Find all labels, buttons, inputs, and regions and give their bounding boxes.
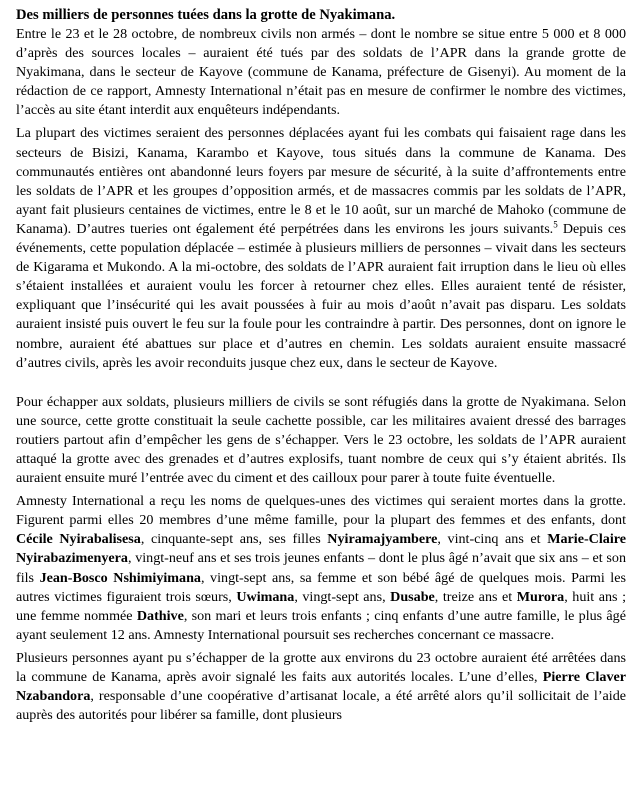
text-run: , son mari et leurs trois enfants ; cinq enfants d’une autre famille, le plus âgé ayant seulement 12 ans. Amnesty International poursuit ses recherches concernant ce massacre. <box>16 607 626 643</box>
section-heading: Des milliers de personnes tuées dans la grotte de Nyakimana. <box>16 7 396 23</box>
paragraph-1: Entre le 23 et le 28 octobre, de nombreux civils non armés – dont le nombre se situe entre 5 000 et 8 000 d’après des sources locales – auraient été tués par des soldats de l’APR dans la grande grotte de Nyakimana, dans le secteur de Kayove (commune de Kanama, préfecture de Gisenyi). Au moment de la rédaction de ce rapport, Amnesty International n’était pas en mesure de confirmer le nombre des victimes, l’accès au site étant interdit aux enquêteurs indépendants. <box>16 26 626 119</box>
victim-name: Murora <box>516 588 565 605</box>
paragraph-2-text-a: La plupart des victimes seraient des personnes déplacées ayant fui les combats qui faisaient rage dans les secteurs de Bisizi, Kanama, Karambo et Kayove, tous situés dans la commune de Kanama. Des communautés entières ont abandonné leurs foyers par mesure de sécurité, à la suite d’affrontements entre les soldats de l’APR et les groupes d’opposition armés, et de massacres commis par les soldats de l’APR, ayant fait plusieurs centaines de victimes, entre le 8 et le 10 août, sur un marché de Mahoko (commune de Kanama). D’autres tueries ont également été perpétrées dans les environs les jours suivants. <box>16 125 626 237</box>
victim-name: Uwimana <box>236 588 295 605</box>
victim-name: Jean-Bosco Nshimiyimana <box>39 569 201 586</box>
text-run: Amnesty International a reçu les noms de quelques-unes des victimes qui seraient mortes dans la grotte. Figurent parmi elles 20 membres d’une même famille, pour la plupart des femmes et des enfants, dont <box>16 493 626 529</box>
victim-name: Dusabe <box>390 588 435 605</box>
victim-name: Nyiramajyambere <box>327 531 438 548</box>
text-run: , responsable d’une coopérative d’artisanat locale, a été arrêté alors qu’il sollicitait de l’aide auprès des autorités pour libérer sa famille, dont plusieurs <box>16 688 626 724</box>
victim-name: Dathive <box>136 607 184 624</box>
victim-name: Marie-Claire Nyirabazimenyera <box>16 531 626 567</box>
victim-name: Cécile Nyirabalisesa <box>16 531 141 548</box>
paragraph-2-text-b: Depuis ces événements, cette population déplacée – estimée à plusieurs milliers de personnes – vivait dans les secteurs de Kigarama et Mukondo. A la mi-octobre, des soldats de l’APR auraient fait irruption dans le lieu où elles s’étaient installées et auraient voulu les forcer à retourner chez elles. Elles auraient tenté de résister, expliquant que l’insécurité qui les avait poussées à fuir au mois d’août n’avait pas disparu. Les soldats auraient insisté puis ouvert le feu sur la foule pour les contraindre à partir. Des personnes, dont on ignore le nombre, auraient été abattues sur place et d’autres en chemin. Les soldats auraient ensuite massacré d’autres civils, après les avoir reconduits jusque chez eux, dans le secteur de Kayove. <box>16 220 626 371</box>
text-run: , cinquante-sept ans, ses filles <box>140 531 328 548</box>
text-run: , vingt-sept ans, <box>294 588 391 605</box>
text-run: , vingt-sept ans, sa femme et son bébé âgé de quelques mois. Parmi les autres victimes figuraient trois sœurs, <box>16 569 626 605</box>
person-name: Pierre Claver Nzabandora <box>16 669 627 705</box>
text-run: , vingt-neuf ans et ses trois jeunes enfants – dont le plus âgé n’avait que six ans – et son fils <box>16 550 626 586</box>
text-run: , huit ans ; une femme nommée <box>16 588 626 624</box>
footnote-marker[interactable]: 5 <box>553 219 558 230</box>
paragraph-3: Pour échapper aux soldats, plusieurs milliers de civils se sont réfugiés dans la grotte de Nyakimana. Selon une source, cette grotte constituait la seule cachette possible, car les militaires avaient dressé des barrages routiers partout afin d’empêcher les gens de s’échapper. Vers le 23 octobre, les soldats de l’APR auraient attaqué la grotte avec des grenades et d’autres explosifs, tuant nombre de ceux qui s’y étaient abrités. Ils auraient ensuite muré l’entrée avec du ciment et des cailloux pour parer à toute fuite éventuelle. <box>16 393 626 487</box>
paragraph-4 <box>16 492 626 645</box>
text-run: , vint-cinq ans et <box>437 531 548 548</box>
text-run: Plusieurs personnes ayant pu s’échapper de la grotte aux environs du 23 octobre auraient été arrêtées dans la commune de Kanama, après avoir signalé les faits aux autorités locales. L’une d’elles, <box>16 649 626 685</box>
text-run: , treize ans et <box>434 588 517 605</box>
paragraph-2 <box>16 124 626 372</box>
paragraph-5 <box>16 649 626 725</box>
